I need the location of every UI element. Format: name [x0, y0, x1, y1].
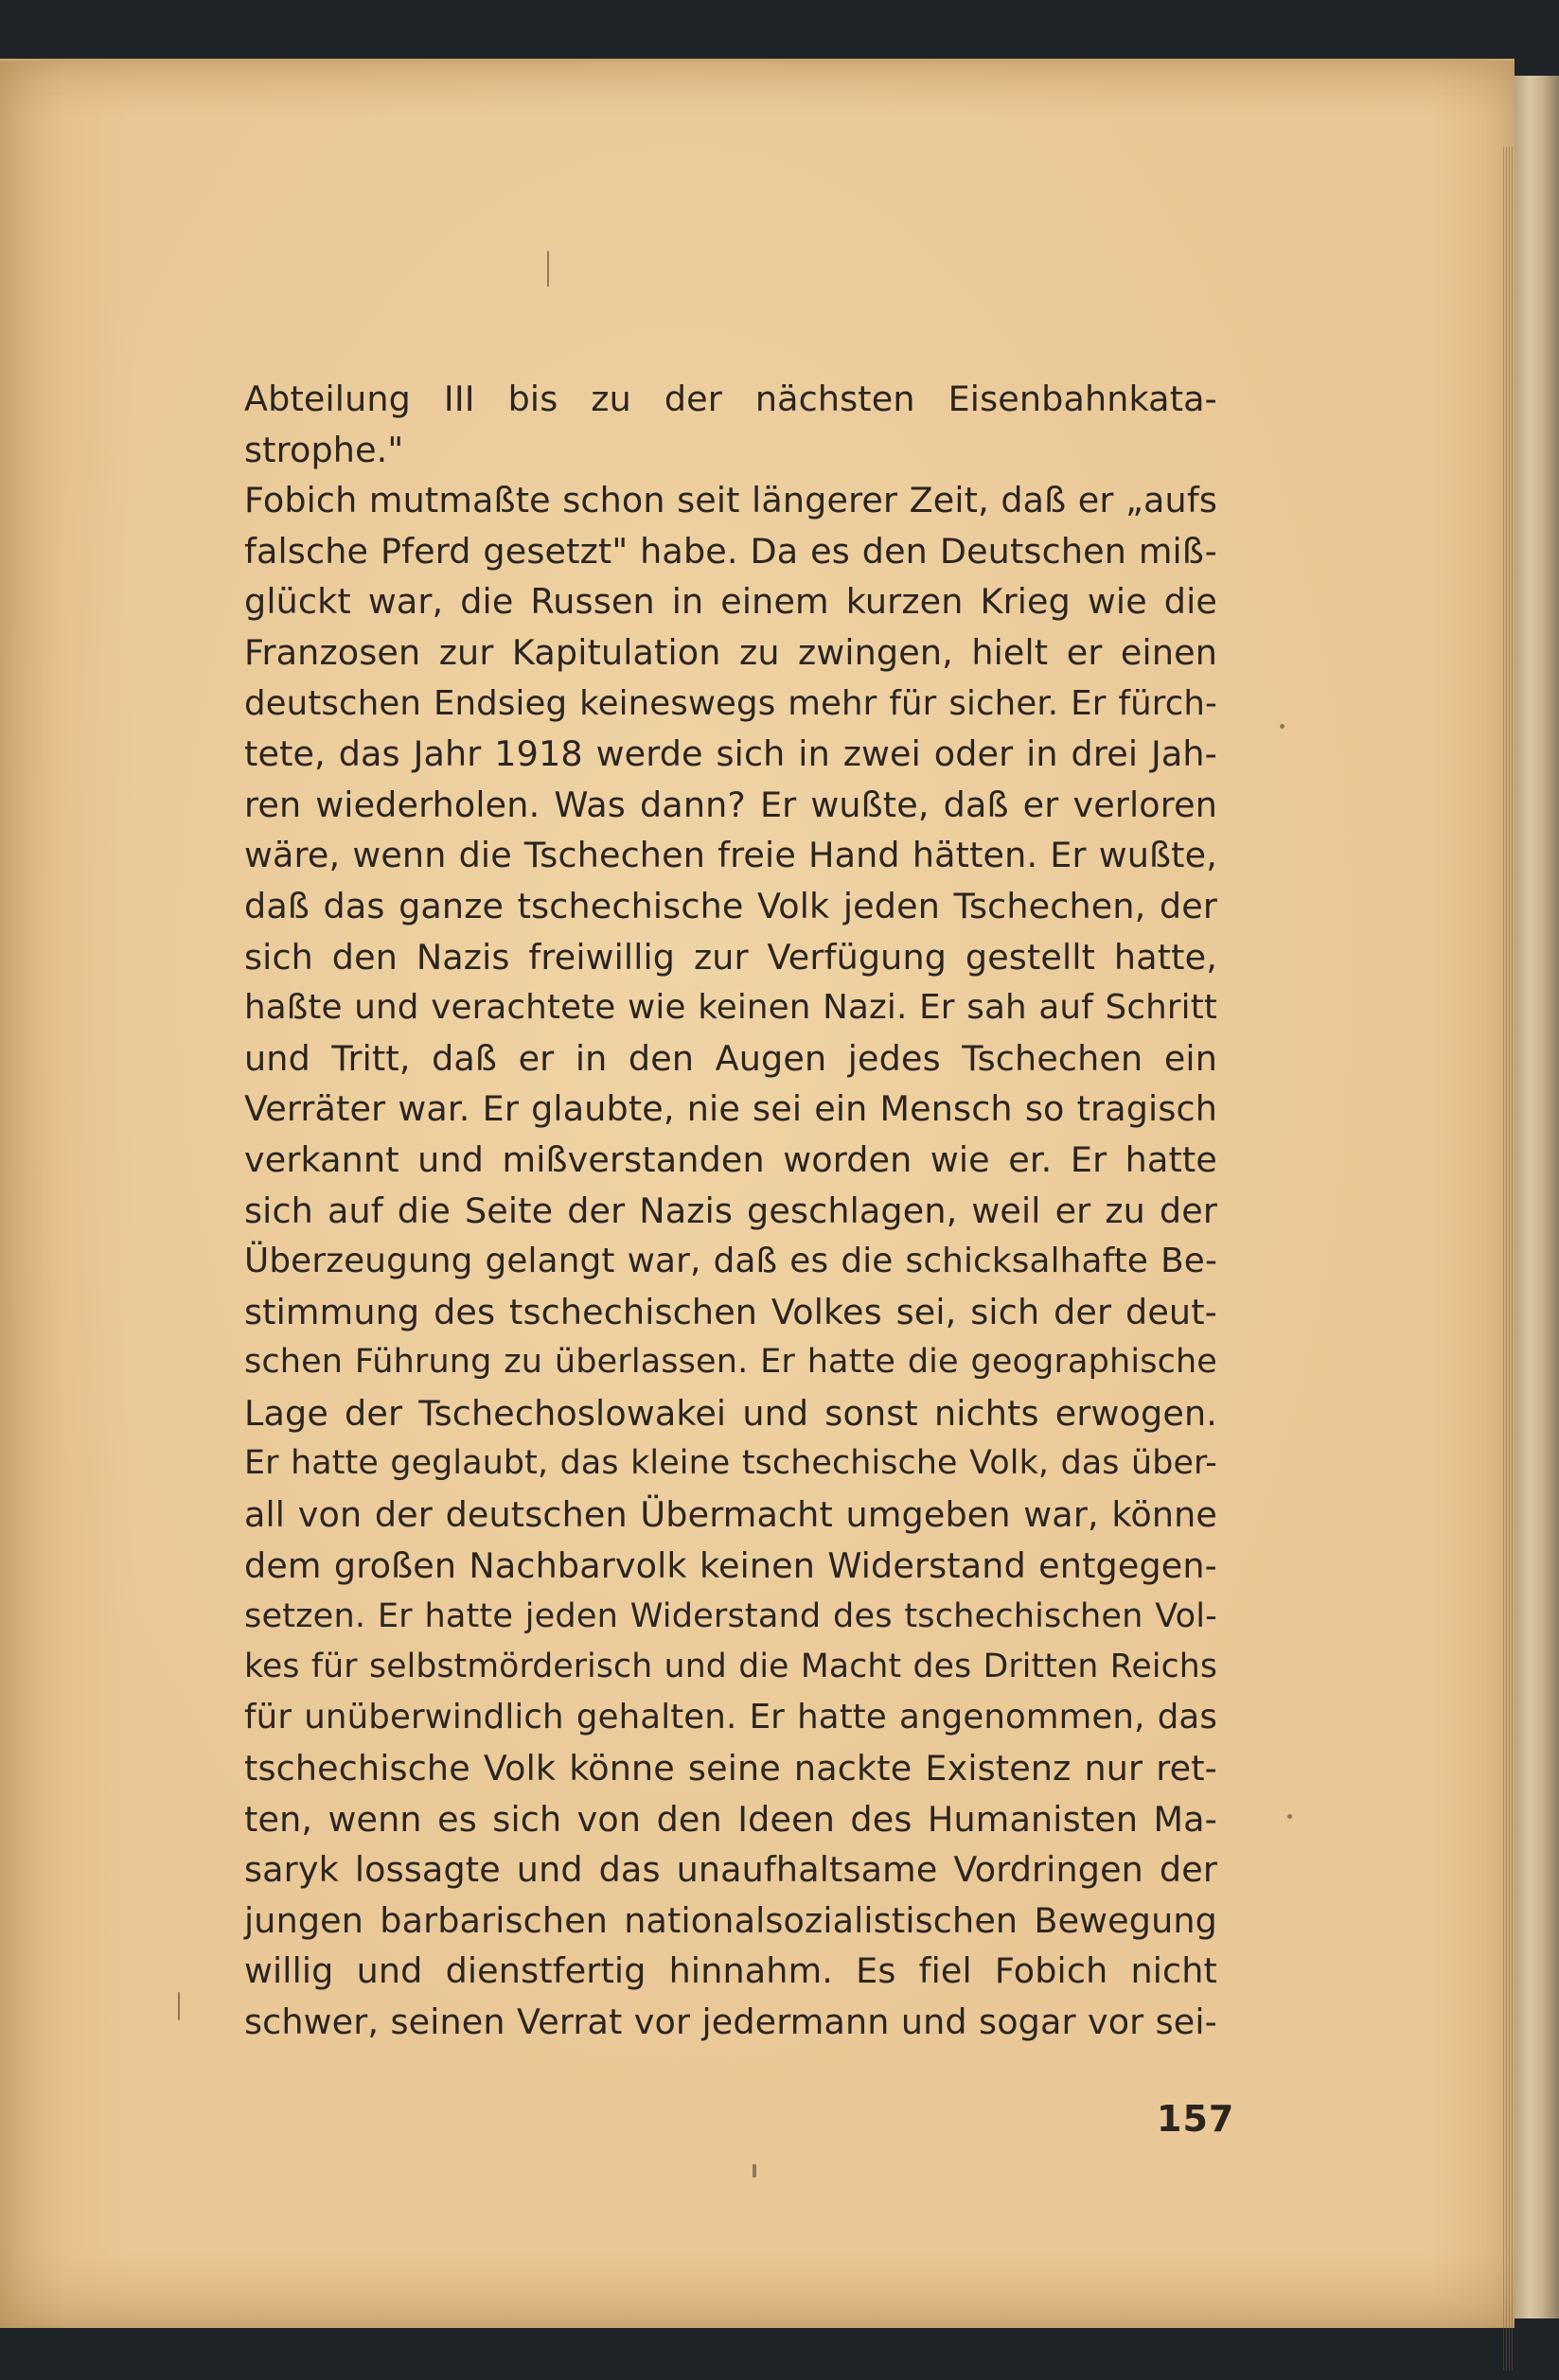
text-line: daß das ganze tschechische Volk jeden Tschechen, der: [244, 885, 1217, 926]
text-line: tschechische Volk könne seine nackte Existenz nur ret-: [244, 1748, 1217, 1789]
text-line: Er hatte geglaubt, das kleine tschechische Volk, das über-: [244, 1444, 1217, 1483]
text-line: stimmung des tschechischen Volkes sei, sich der deut-: [244, 1291, 1217, 1332]
text-line: Überzeugung gelangt war, daß es die schicksalhafte Be-: [244, 1242, 1217, 1281]
text-line: deutschen Endsieg keineswegs mehr für sicher. Er fürch-: [244, 683, 1217, 723]
text-line: Lage der Tschechoslowakei und sonst nichts erwogen.: [244, 1392, 1217, 1434]
text-line: jungen barbarischen nationalsozialistischen Bewegung: [244, 1899, 1217, 1941]
text-line: Verräter war. Er glaubte, nie sei ein Mensch so tragisch: [244, 1088, 1217, 1130]
book-page-edge: [1515, 76, 1559, 2318]
text-line: ten, wenn es sich von den Ideen des Humanisten Ma-: [244, 1798, 1217, 1840]
text-line: setzen. Er hatte jeden Widerstand des tschechischen Vol-: [244, 1596, 1217, 1636]
text-line: dem großen Nachbarvolk keinen Widerstand entgegen-: [244, 1544, 1217, 1586]
text-line: Franzosen zur Kapitulation zu zwingen, hielt er einen: [244, 631, 1217, 673]
text-line: tete, das Jahr 1918 werde sich in zwei oder in drei Jah-: [244, 733, 1217, 775]
text-line: haßte und verachtete wie keinen Nazi. Er sah auf Schritt: [244, 988, 1217, 1028]
page-number: 157: [1157, 2098, 1235, 2140]
text-line: all von der deutschen Übermacht umgeben war, könne: [244, 1494, 1217, 1536]
text-line: sich auf die Seite der Nazis geschlagen, weil er zu der: [244, 1190, 1217, 1231]
text-line: glückt war, die Russen in einem kurzen Krieg wie die: [244, 581, 1217, 623]
paper-speck: [547, 251, 549, 287]
text-line: schwer, seinen Verrat vor jedermann und sogar vor sei-: [244, 2001, 1217, 2042]
paper-speck: [753, 2164, 756, 2177]
paper-speck: [1287, 1814, 1292, 1819]
page-stack-lines: [1503, 147, 1513, 2371]
paper-speck: [178, 1992, 180, 2020]
book-page: [0, 59, 1515, 2328]
body-text: [244, 374, 1217, 2048]
text-line: schen Führung zu überlassen. Er hatte die geographische: [244, 1343, 1217, 1382]
text-line: Fobich mutmaßte schon seit längerer Zeit, daß er „aufs: [244, 480, 1217, 521]
text-line: Abteilung III bis zu der nächsten Eisenbahnkata-: [244, 379, 1217, 419]
text-line: und Tritt, daß er in den Augen jedes Tschechen ein: [244, 1037, 1217, 1079]
text-line: strophe.": [244, 429, 404, 470]
text-line: verkannt und mißverstanden worden wie er. Er hatte: [244, 1138, 1217, 1180]
text-line: wäre, wenn die Tschechen freie Hand hätten. Er wußte,: [244, 835, 1217, 876]
text-line: kes für selbstmörderisch und die Macht des Dritten Reichs: [244, 1647, 1217, 1685]
text-line: sich den Nazis freiwillig zur Verfügung gestellt hatte,: [244, 936, 1217, 978]
text-line: willig und dienstfertig hinnahm. Es fiel Fobich nicht: [244, 1950, 1217, 1992]
text-line: saryk lossagte und das unaufhaltsame Vordringen der: [244, 1849, 1217, 1891]
text-line: falsche Pferd gesetzt" habe. Da es den Deutschen miß-: [244, 530, 1217, 572]
text-line: ren wiederholen. Was dann? Er wußte, daß er verloren: [244, 784, 1217, 825]
paper-speck: [1280, 724, 1284, 729]
text-line: für unüberwindlich gehalten. Er hatte angenommen, das: [244, 1698, 1217, 1737]
